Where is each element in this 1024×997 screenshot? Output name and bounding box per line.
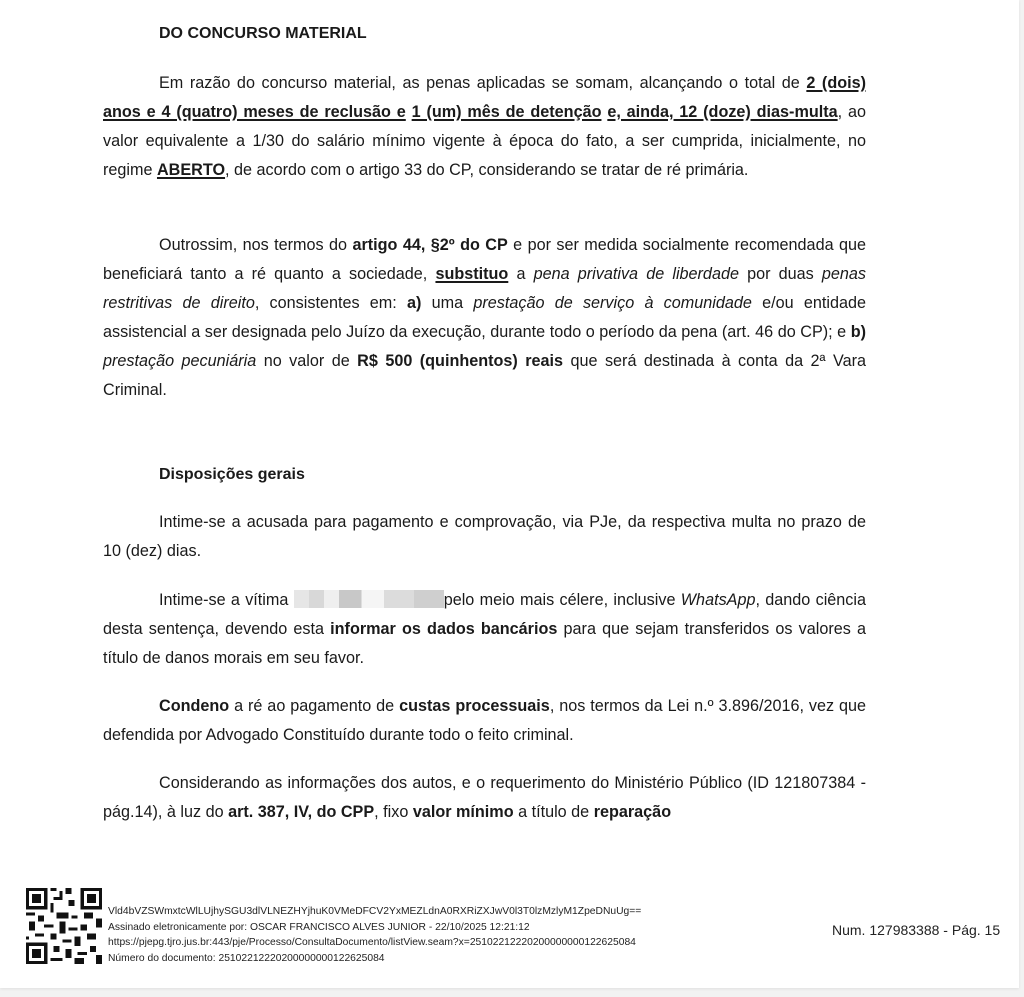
bold-text: valor mínimo: [412, 802, 514, 821]
text: para que sejam transferidos os valores a título de danos morais em seu favor.: [103, 619, 866, 667]
paragraph-intimacao-acusada: Intime-se a acusada para pagamento e comprovação, via PJe, da respectiva multa no prazo de 10 (dez) dias.: [103, 513, 866, 560]
italic-text: pena privativa de liberdade: [533, 264, 739, 283]
text: , de acordo com o artigo 33 do CP, considerando se tratar de ré primária.: [225, 160, 749, 179]
bold-text: artigo 44, §2º do CP: [352, 236, 508, 254]
bold-text: R$ 500 (quinhentos) reais: [357, 351, 564, 370]
qr-code-icon: [26, 888, 102, 964]
page-number: Num. 127983388 - Pág. 15: [832, 922, 1001, 938]
text: a título de: [513, 802, 594, 821]
regime-aberto: ABERTO: [156, 160, 226, 179]
text: pelo meio mais célere, inclusive: [443, 591, 681, 609]
text: , dando ciência desta sentença, devendo esta: [103, 591, 866, 638]
italic-text: WhatsApp: [680, 591, 756, 609]
italic-text: prestação de serviço à comunidade: [473, 293, 752, 312]
bold-text: reparação: [593, 802, 672, 821]
text: , consistentes em:: [254, 293, 407, 312]
italic-text: prestação pecuniária: [103, 351, 257, 370]
bold-text: custas processuais: [399, 697, 550, 715]
bold-text: Condeno: [159, 697, 230, 715]
document-number: Número do documento: 25102212220200000000122625084: [108, 952, 385, 964]
signature-block: [108, 904, 641, 966]
text: que será destinada à conta da 2ª Vara Criminal.: [103, 351, 866, 399]
text: e por ser medida socialmente recomendada que beneficiará tanto a ré quanto a sociedade,: [103, 236, 866, 283]
document-hash: Vld4bVZSWmxtcWlLUjhySGU3dlVLNEZHYjhuK0VMeDFCV2YxMEZLdnA0RXRiZXJwV0l3T0lzMzlyM1ZpeDNuUg==: [108, 906, 642, 917]
text: a: [508, 264, 534, 283]
text: , nos termos da Lei n.º 3.896/2016, vez que defendida por Advogado Constituído durante todo o feito criminal.: [103, 697, 867, 744]
section-title-disposicoes-gerais: Disposições gerais: [159, 466, 305, 483]
bold-text: informar os dados bancários: [330, 619, 558, 638]
document-url[interactable]: https://pjepg.tjro.jus.br:443/pje/Processo/ConsultaDocumento/listView.seam?x=25102212220200000000122625084: [108, 937, 636, 948]
text: por duas: [738, 264, 822, 283]
text: Em razão do concurso material, as penas aplicadas se somam, alcançando o total de: [159, 74, 807, 92]
text: e/ou entidade assistencial a ser designada pelo Juízo da execução, durante todo o período da pena (art. 46 do CP); e: [103, 293, 866, 341]
text: a ré ao pagamento de: [229, 697, 400, 715]
bold-text: art. 387, IV, do CPP: [228, 802, 375, 821]
bold-text: 2 (dois) anos e 4 (quatro) meses de reclusão e: [103, 74, 866, 121]
bold-text: a): [407, 293, 422, 312]
italic-text: penas restritivas de direito: [103, 264, 867, 312]
bold-text: e, ainda, 12 (doze) dias-multa: [607, 102, 838, 121]
bold-text: 1 (um) mês de detenção: [411, 102, 602, 121]
signed-by: Assinado eletronicamente por: OSCAR FRANCISCO ALVES JUNIOR - 22/10/2025 12:21:12: [108, 921, 530, 933]
text: , fixo: [374, 802, 413, 821]
text: no valor de: [256, 351, 358, 370]
text: uma: [421, 293, 474, 312]
bold-text: b): [850, 322, 866, 341]
text: , ao valor equivalente a 1/30 do salário mínimo vigente à época do fato, a ser cumprida, inicialmente, no regime: [103, 102, 866, 179]
text: Outrossim, nos termos do: [159, 236, 353, 254]
section-title-concurso-material: DO CONCURSO MATERIAL: [159, 25, 367, 42]
bold-text: substituo: [435, 264, 509, 283]
text: Considerando as informações dos autos, e o requerimento do Ministério Público (ID 121807384 - pág.14), à luz do: [103, 774, 866, 821]
text: Intime-se a vítima: [159, 591, 294, 609]
